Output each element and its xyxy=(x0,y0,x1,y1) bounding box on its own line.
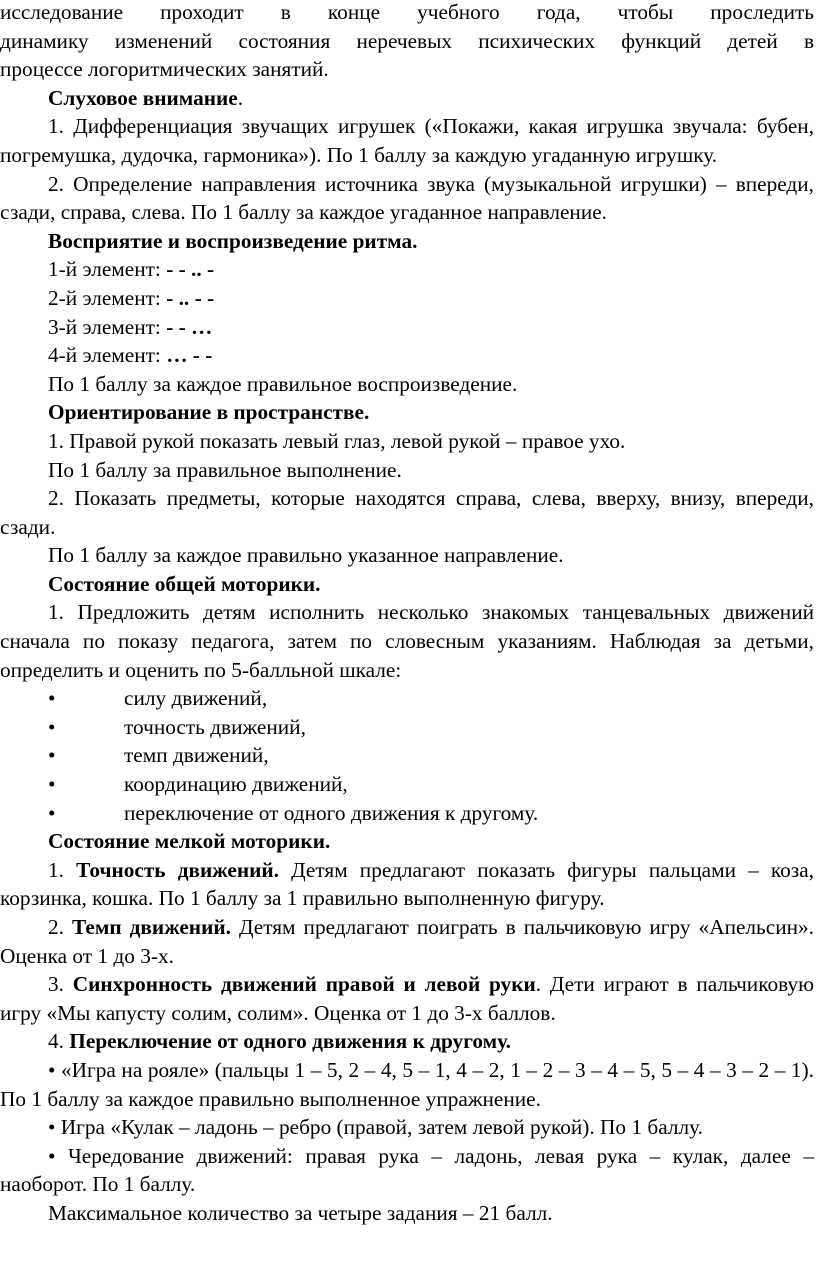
bullet-icon: • xyxy=(48,714,56,739)
list-item: • точность движений, xyxy=(0,713,814,742)
hearing-item-2: 2. Определение направления источника звука (музыкальной игрушки) – впереди, сзади, справа, слева. По 1 баллу за каждое угаданное направление. xyxy=(0,171,814,225)
fine-item-1: 1. Точность движений. Детям предлагают показать фигуры пальцами – коза, корзинка, кошка. По 1 баллу за 1 правильно выполненную фигуру. xyxy=(0,857,814,911)
section-title-gross-motor: Состояние общей моторики. xyxy=(48,571,321,596)
hearing-title: Слуховое внимание xyxy=(48,85,238,110)
rhythm-element-1 xyxy=(0,255,814,284)
rhythm-score: По 1 баллу за каждое правильное воспроизведение. xyxy=(48,371,518,396)
hearing-title-tail: . xyxy=(237,85,244,110)
rhythm-label: 2-й элемент: xyxy=(48,285,167,310)
intro-line-1: исследование проходит в конце учебного года, чтобы проследить xyxy=(0,0,814,24)
bullet-icon: • xyxy=(48,1115,61,1140)
gross-item-1: 1. Предложить детям исполнить несколько знакомых танцевальных движений сначала по показу педагога, затем по словесным указаниям. Наблюдая за детьми, определить и оценить по 5-балльной шкале: xyxy=(0,600,814,682)
space-item-2: 2. Показать предметы, которые находятся справа, слева, вверху, внизу, впереди, сзади. xyxy=(0,486,814,539)
section-title-hearing xyxy=(0,84,814,113)
rhythm-pattern: … - - xyxy=(166,343,213,368)
bullet-icon: • xyxy=(48,686,56,711)
rhythm-element-3 xyxy=(0,313,814,342)
rhythm-pattern: - - … xyxy=(166,314,213,339)
fine-item-2: 2. Темп движений. Детям предлагают поиграть в пальчиковую игру «Апельсин». Оценка от 1 до 3-х. xyxy=(0,915,814,968)
space-score-1: По 1 баллу за правильное выполнение. xyxy=(48,457,402,482)
bullet-icon: • xyxy=(48,743,56,768)
list-item: • темп движений, xyxy=(0,741,814,770)
rhythm-label: 3-й элемент: xyxy=(48,314,167,339)
rhythm-pattern: - .. - - xyxy=(166,285,215,310)
rhythm-pattern: - - .. - xyxy=(166,257,215,282)
fine-subitem-3: • Чередование движений: правая рука – ладонь, левая рука – кулак, далее – наоборот. По 1 баллу. xyxy=(0,1143,814,1197)
bullet-icon: • xyxy=(48,800,56,825)
section-title-fine-motor: Состояние мелкой моторики. xyxy=(48,829,331,854)
intro-line-2: динамику изменений состояния неречевых психических функций детей в xyxy=(0,28,814,53)
list-item: • координацию движений, xyxy=(0,770,814,799)
space-item-1: 1. Правой рукой показать левый глаз, левой рукой – правое ухо. xyxy=(48,428,626,453)
rhythm-label: 4-й элемент: xyxy=(48,343,167,368)
list-item: • силу движений, xyxy=(0,684,814,713)
section-title-space: Ориентирование в пространстве. xyxy=(48,400,370,425)
list-item: • переключение от одного движения к другому. xyxy=(0,799,814,828)
bullet-icon: • xyxy=(48,1143,68,1168)
bullet-icon: • xyxy=(48,772,56,797)
intro-line-3: процессе логоритмических занятий. xyxy=(0,57,329,82)
fine-total: Максимальное количество за четыре задания – 21 балл. xyxy=(48,1200,553,1225)
rhythm-label: 1-й элемент: xyxy=(48,257,167,282)
fine-item-3: 3. Синхронность движений правой и левой руки. Дети играют в пальчиковую игру «Мы капусту солим, солим». Оценка от 1 до 3-х баллов. xyxy=(0,972,814,1025)
hearing-item-1: 1. Дифференциация звучащих игрушек («Покажи, какая игрушка звучала: бубен, погремушка, дудочка, гармоника»). По 1 баллу за каждую угаданную игрушку. xyxy=(0,114,814,167)
bullet-icon: • xyxy=(48,1057,62,1082)
space-score-2: По 1 баллу за каждое правильно указанное направление. xyxy=(48,543,564,568)
section-title-rhythm: Восприятие и воспроизведение ритма. xyxy=(48,228,418,253)
fine-subitem-1: • «Игра на рояле» (пальцы 1 – 5, 2 – 4, 5 – 1, 4 – 2, 1 – 2 – 3 – 4 – 5, 5 – 4 – 3 – 2 – 1). По 1 баллу за каждое правильно выполненное упражнение. xyxy=(0,1057,815,1111)
fine-item-4: 4. Переключение от одного движения к другому. xyxy=(48,1029,511,1054)
rhythm-element-2 xyxy=(0,284,814,313)
fine-subitem-2: • Игра «Кулак – ладонь – ребро (правой, затем левой рукой). По 1 баллу. xyxy=(48,1115,703,1140)
rhythm-element-4 xyxy=(0,341,814,370)
